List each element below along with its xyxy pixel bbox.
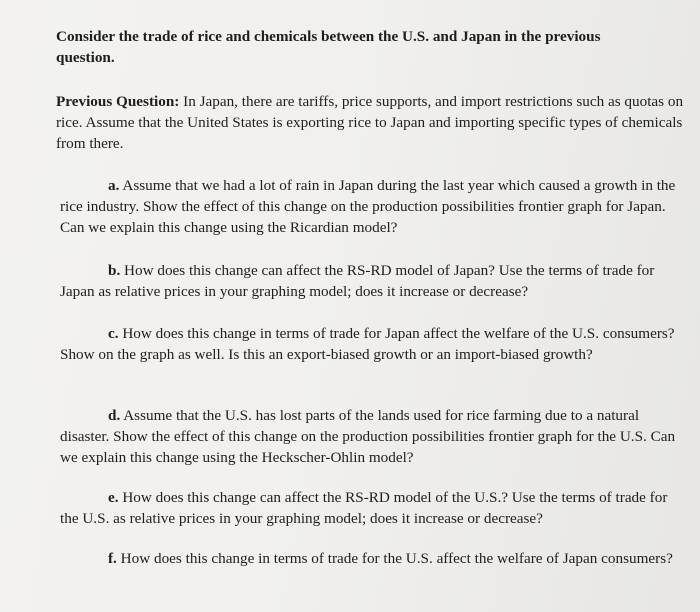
question-a: [60, 175, 685, 238]
question-letter: f.: [108, 550, 117, 567]
question-text: Assume that we had a lot of rain in Japan during the last year which caused a growth in the rice industry. Show the effect of this change on the production possibilities frontier graph for Japan. Can we explain this change using the Ricardian model?: [60, 177, 676, 236]
question-text: Assume that the U.S. has lost parts of the lands used for rice farming due to a natural disaster. Show the effect of this change on the production possibilities frontier graph for the U.S. Can we explain this change using the Heckscher-Ohlin model?: [60, 407, 676, 466]
question-text: How does this change can affect the RS-RD model of Japan? Use the terms of trade for Japan as relative prices in your graphing model; does it increase or decrease?: [60, 262, 655, 300]
question-letter: b.: [108, 262, 121, 279]
question-d: [60, 405, 685, 468]
question-text: How does this change in terms of trade for the U.S. affect the welfare of Japan consumers?: [116, 550, 673, 567]
previous-question-label: Previous Question:: [56, 93, 180, 110]
question-c: [60, 323, 685, 365]
previous-question-text: In Japan, there are tariffs, price supports, and import restrictions such as quotas on rice. Assume that the United States is exporting rice to Japan and importing specific types of chemicals from there.: [56, 93, 684, 152]
question-f: [60, 548, 685, 569]
previous-question: [56, 91, 686, 154]
document-heading: Consider the trade of rice and chemicals between the U.S. and Japan in the previous question.: [56, 28, 601, 66]
question-letter: e.: [108, 489, 119, 506]
question-e: [60, 487, 685, 529]
question-letter: c.: [108, 325, 119, 342]
question-text: How does this change in terms of trade for Japan affect the welfare of the U.S. consumers? Show on the graph as well. Is this an export-biased growth or an import-biased growth?: [60, 325, 675, 363]
question-text: How does this change can affect the RS-RD model of the U.S.? Use the terms of trade for the U.S. as relative prices in your graphing model; does it increase or decrease?: [60, 489, 668, 527]
question-letter: a.: [108, 177, 120, 194]
question-letter: d.: [108, 407, 121, 424]
question-b: [60, 260, 685, 302]
